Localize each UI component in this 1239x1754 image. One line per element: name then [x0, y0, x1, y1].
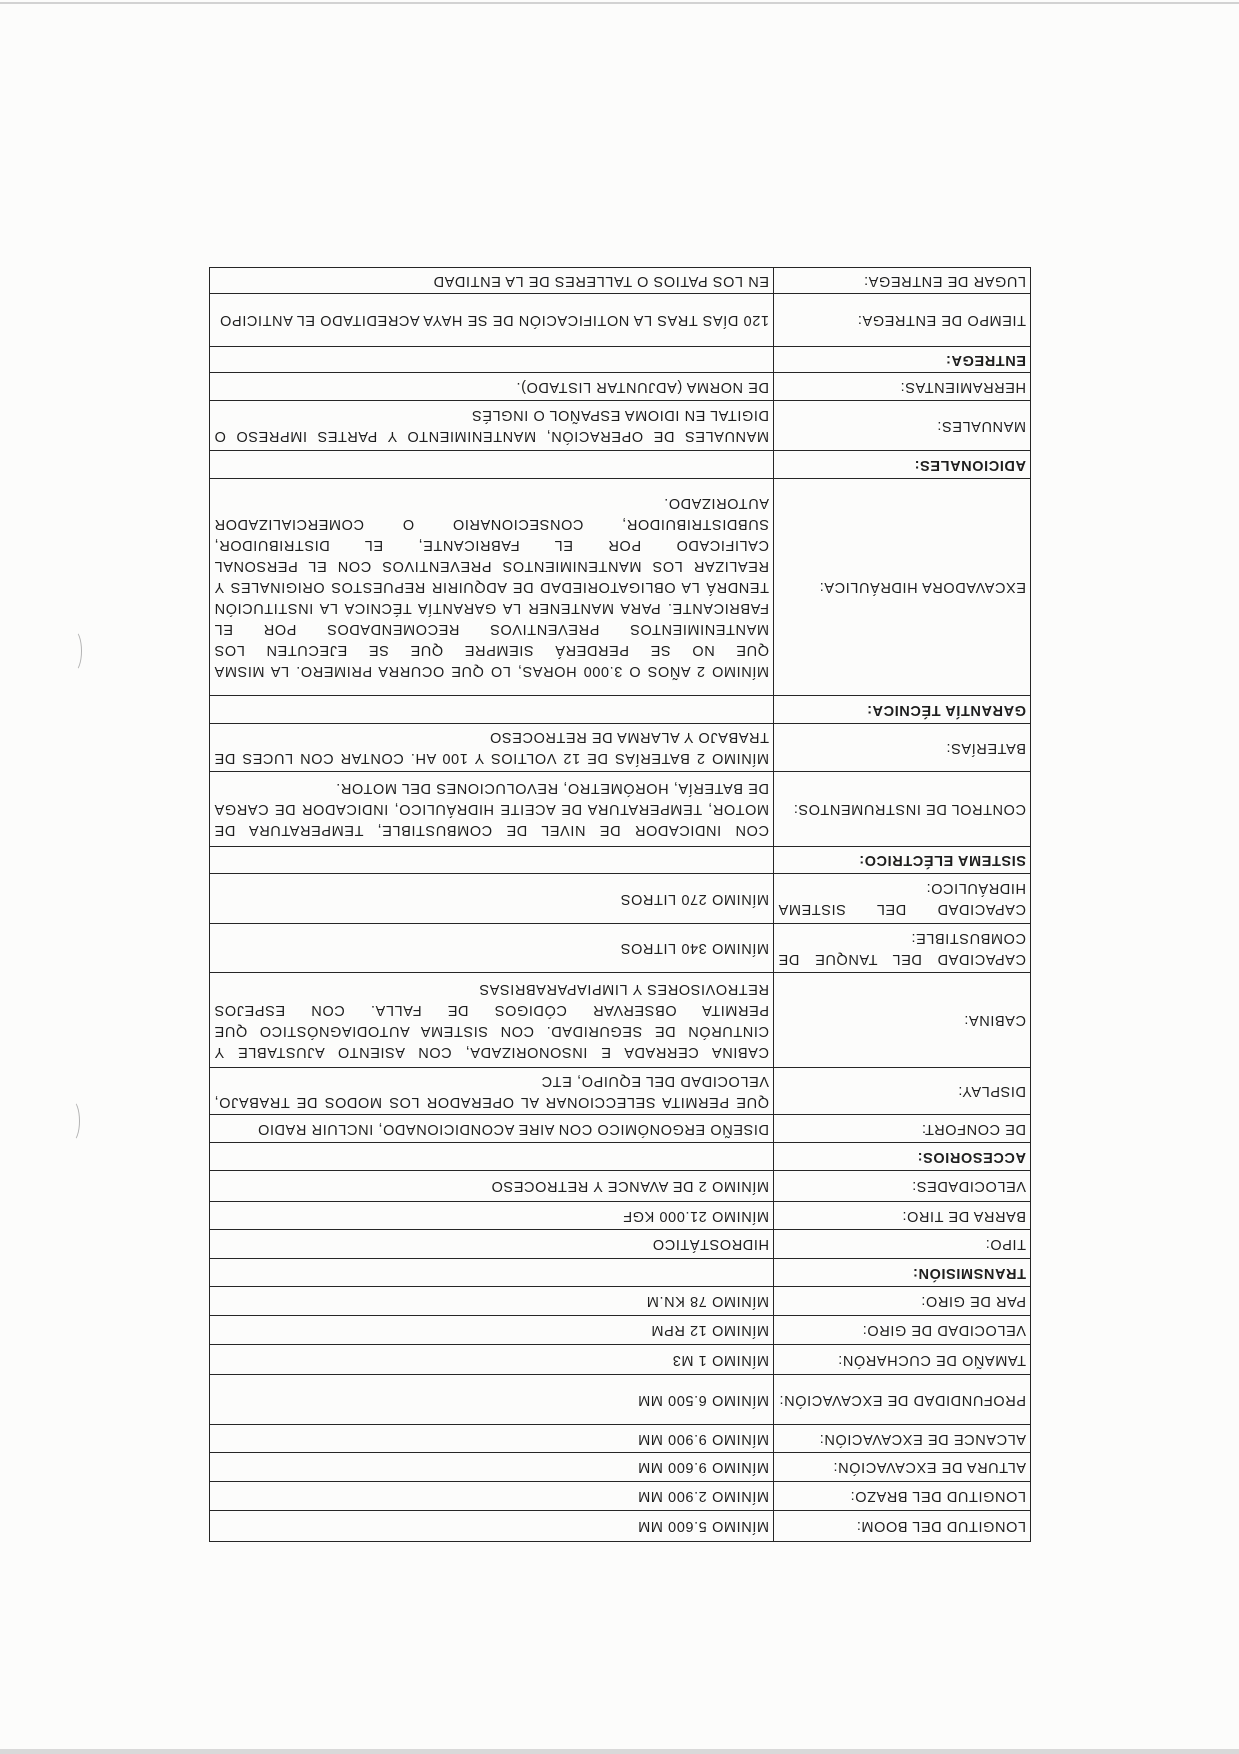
row-altura-de-excavacion: [210, 1453, 1031, 1482]
section-empty-cell: [210, 347, 774, 373]
section-transmision: [210, 1259, 1031, 1287]
label-excavadora-hidraulica: EXCAVADORA HIDRÁULICA:: [774, 479, 1031, 696]
section-heading-garantia-tecnica: GARANTÍA TÉCNICA:: [774, 696, 1031, 724]
value-capacidad-tanque-combustible: MÍNIMO 340 LITROS: [210, 924, 774, 973]
value-herramientas: DE NORMA (ADJUNTAR LISTADO).: [210, 373, 774, 401]
value-display: QUE PERMITA SELECCIONAR AL OPERADOR LOS MODOS DE TRABAJO, VELOCIDAD DEL EQUIPO, ETC: [210, 1068, 774, 1115]
section-entrega: [210, 347, 1031, 373]
label-profundidad-de-excavacion: PROFUNDIDAD DE EXCAVACIÓN:: [774, 1375, 1031, 1425]
value-alcance-de-excavacion: MÍNIMO 9.900 MM: [210, 1425, 774, 1453]
row-excavadora-hidraulica: [210, 479, 1031, 696]
value-tamano-de-cucharon: MÍNIMO 1 M3: [210, 1345, 774, 1375]
section-empty-cell: [210, 451, 774, 479]
label-velocidades: VELOCIDADES:: [774, 1171, 1031, 1202]
row-longitud-del-brazo: [210, 1482, 1031, 1511]
section-heading-sistema-electrico: SISTEMA ELÉCTRICO:: [774, 847, 1031, 874]
value-barra-de-tiro: MÍNIMO 21.000 KGF: [210, 1202, 774, 1230]
label-manuales: MANUALES:: [774, 401, 1031, 451]
rotated-spec-sheet: [210, 268, 1031, 1542]
section-heading-entrega: ENTREGA:: [774, 347, 1031, 373]
row-velocidad-de-giro: [210, 1316, 1031, 1345]
value-capacidad-sistema-hidraulico: MÍNIMO 270 LITROS: [210, 874, 774, 924]
row-velocidades: [210, 1171, 1031, 1202]
label-lugar-de-entrega: LUGAR DE ENTREGA:: [774, 268, 1031, 294]
section-heading-adicionales: ADICIONALES:: [774, 451, 1031, 479]
label-velocidad-de-giro: VELOCIDAD DE GIRO:: [774, 1316, 1031, 1345]
section-empty-cell: [210, 1259, 774, 1287]
value-tipo: HIDROSTÁTICO: [210, 1230, 774, 1259]
value-control-de-instrumentos: CON INDICADOR DE NIVEL DE COMBUSTIBLE, TEMPERATURA DE MOTOR, TEMPERATURA DE ACEITE HIDRÁULICO, INDICADOR DE CARGA DE BATERÍA, HORÓMETRO, REVOLUCIONES DEL MOTOR.: [210, 772, 774, 847]
punch-hole-mark-upper: [66, 630, 82, 672]
label-capacidad-tanque-combustible: CAPACIDAD DEL TANQUE DE COMBUSTIBLE:: [774, 924, 1031, 973]
value-lugar-de-entrega: EN LOS PATIOS O TALLERES DE LA ENTIDAD: [210, 268, 774, 294]
section-empty-cell: [210, 1143, 774, 1171]
row-alcance-de-excavacion: [210, 1425, 1031, 1453]
label-alcance-de-excavacion: ALCANCE DE EXCAVACIÓN:: [774, 1425, 1031, 1453]
value-profundidad-de-excavacion: MÍNIMO 6.500 MM: [210, 1375, 774, 1425]
section-empty-cell: [210, 847, 774, 874]
spec-table: [209, 267, 1031, 1542]
row-barra-de-tiro: [210, 1202, 1031, 1230]
row-par-de-giro: [210, 1287, 1031, 1316]
row-manuales: [210, 401, 1031, 451]
row-tamano-de-cucharon: [210, 1345, 1031, 1375]
value-cabina: CABINA CERRADA E INSONORIZADA, CON ASIENTO AJUSTABLE Y CINTURÓN DE SEGURIDAD. CON SISTEMA AUTODIAGNÓSTICO QUE PERMITA OBSERVAR CÓDIGOS DE FALLA. CON ESPEJOS RETROVISORES Y LIMPIAPARABRISAS: [210, 973, 774, 1068]
label-barra-de-tiro: BARRA DE TIRO:: [774, 1202, 1031, 1230]
value-tiempo-de-entrega: 120 DÍAS TRAS LA NOTIFICACIÓN DE SE HAYA ACREDITADO EL ANTICIPO: [210, 294, 774, 347]
punch-hole-mark-lower: [64, 1100, 80, 1142]
value-par-de-giro: MÍNIMO 78 KN.M: [210, 1287, 774, 1316]
row-herramientas: [210, 373, 1031, 401]
value-velocidad-de-giro: MÍNIMO 12 RPM: [210, 1316, 774, 1345]
section-heading-transmision: TRANSMISIÓN:: [774, 1259, 1031, 1287]
label-baterias: BATERÍAS:: [774, 724, 1031, 772]
row-profundidad-de-excavacion: [210, 1375, 1031, 1425]
label-capacidad-sistema-hidraulico: CAPACIDAD DEL SISTEMA HIDRÁULICO:: [774, 874, 1031, 924]
label-display: DISPLAY:: [774, 1068, 1031, 1115]
label-longitud-del-boom: LONGITUD DEL BOOM:: [774, 1511, 1031, 1542]
label-de-confort: DE CONFORT:: [774, 1115, 1031, 1143]
scan-top-edge: [0, 2, 1239, 4]
section-heading-accesorios: ACCESORIOS:: [774, 1143, 1031, 1171]
value-velocidades: MÍNIMO 2 DE AVANCE Y RETROCESO: [210, 1171, 774, 1202]
section-sistema-electrico: [210, 847, 1031, 874]
label-tiempo-de-entrega: TIEMPO DE ENTREGA:: [774, 294, 1031, 347]
label-longitud-del-brazo: LONGITUD DEL BRAZO:: [774, 1482, 1031, 1511]
row-longitud-del-boom: [210, 1511, 1031, 1542]
row-tipo: [210, 1230, 1031, 1259]
section-accesorios: [210, 1143, 1031, 1171]
section-garantia-tecnica: [210, 696, 1031, 724]
value-baterias: MÍNIMO 2 BATERÍAS DE 12 VOLTIOS Y 100 AH. CONTAR CON LUCES DE TRABAJO Y ALARMA DE RETROCESO: [210, 724, 774, 772]
section-empty-cell: [210, 696, 774, 724]
row-de-confort: [210, 1115, 1031, 1143]
label-cabina: CABINA:: [774, 973, 1031, 1068]
value-de-confort: DISEÑO ERGONÓMICO CON AIRE ACONDICIONADO, INCLUIR RADIO: [210, 1115, 774, 1143]
value-longitud-del-boom: MÍNIMO 5.600 MM: [210, 1511, 774, 1542]
label-herramientas: HERRAMIENTAS:: [774, 373, 1031, 401]
row-tiempo-de-entrega: [210, 294, 1031, 347]
row-baterias: [210, 724, 1031, 772]
value-longitud-del-brazo: MÍNIMO 2.900 MM: [210, 1482, 774, 1511]
row-capacidad-sistema-hidraulico: [210, 874, 1031, 924]
row-control-de-instrumentos: [210, 772, 1031, 847]
row-display: [210, 1068, 1031, 1115]
label-tipo: TIPO:: [774, 1230, 1031, 1259]
label-par-de-giro: PAR DE GIRO:: [774, 1287, 1031, 1316]
row-lugar-de-entrega: [210, 268, 1031, 294]
label-altura-de-excavacion: ALTURA DE EXCAVACIÓN:: [774, 1453, 1031, 1482]
value-altura-de-excavacion: MÍNIMO 9.600 MM: [210, 1453, 774, 1482]
label-tamano-de-cucharon: TAMAÑO DE CUCHARÓN:: [774, 1345, 1031, 1375]
scan-bottom-edge: [0, 1749, 1239, 1754]
value-manuales: MANUALES DE OPERACIÓN, MANTENIMIENTO Y PARTES IMPRESO O DIGITAL EN IDIOMA ESPAÑOL O INGLÉS: [210, 401, 774, 451]
section-adicionales: [210, 451, 1031, 479]
row-cabina: [210, 973, 1031, 1068]
value-excavadora-hidraulica: MÍNIMO 2 AÑOS O 3.000 HORAS, LO QUE OCURRA PRIMERO. LA MISMA QUE NO SE PERDERÁ SIEMPRE QUE SE EJECUTEN LOS MANTENIMIENTOS PREVENTIVOS RECOMENDADOS POR EL FABRICANTE. PARA MANTENER LA GARANTÍA TÉCNICA LA INSTITUCIÓN TENDRÁ LA OBLIGATORIEDAD DE ADQUIRIR REPUESTOS ORIGINALES Y REALIZAR LOS MANTENIMIENTOS PREVENTIVOS CON EL PERSONAL CALIFICADO POR EL FABRICANTE, EL DISTRIBUIDOR, SUBDISTRIBUIDOR, CONSECIONARIO O COMERCIALIZADOR AUTORIZADO.: [210, 479, 774, 696]
row-capacidad-tanque-combustible: [210, 924, 1031, 973]
label-control-de-instrumentos: CONTROL DE INSTRUMENTOS:: [774, 772, 1031, 847]
